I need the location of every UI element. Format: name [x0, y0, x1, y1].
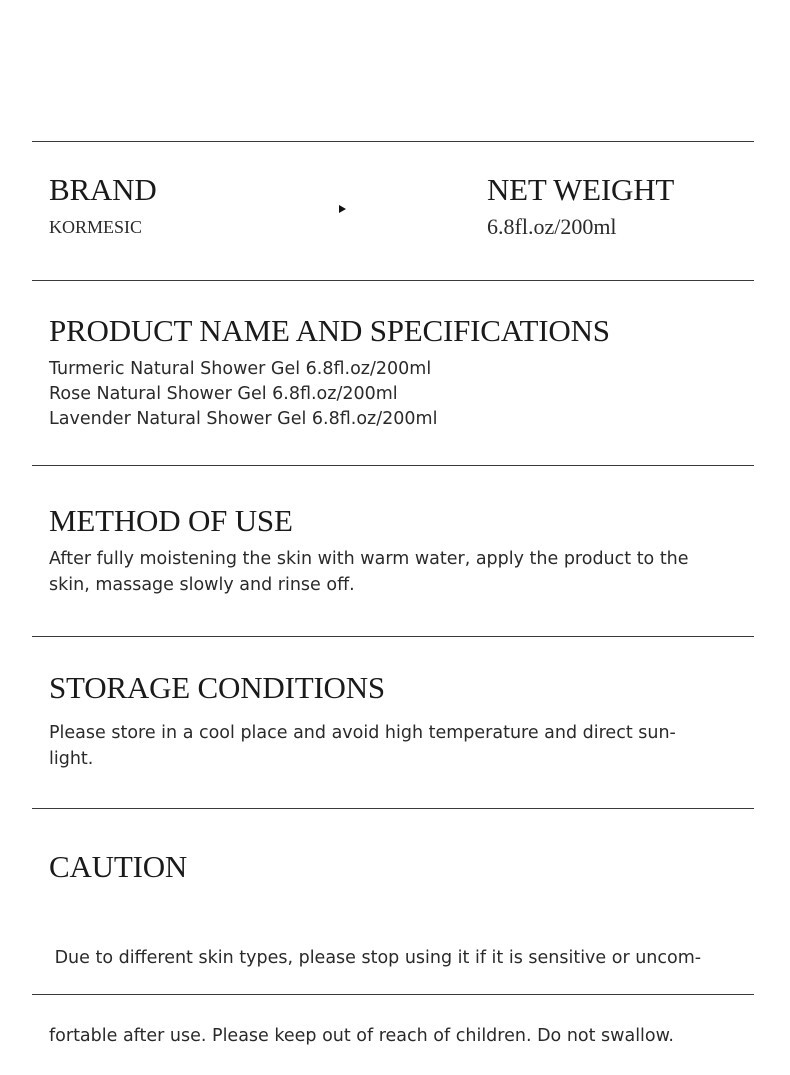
divider-bottom	[32, 994, 754, 995]
divider-brand	[32, 280, 754, 281]
caution-line-2: fortable after use. Please keep out of reach of children. Do not swallow.	[49, 1026, 674, 1046]
product-item-rose: Rose Natural Shower Gel 6.8fl.oz/200ml	[49, 384, 398, 404]
product-heading: PRODUCT NAME AND SPECIFICATIONS	[49, 313, 610, 348]
storage-text	[49, 720, 676, 772]
method-line-2: skin, massage slowly and rinse off.	[49, 575, 355, 595]
divider-method	[32, 636, 754, 637]
method-text	[49, 546, 689, 598]
storage-heading: STORAGE CONDITIONS	[49, 670, 385, 705]
storage-line-2: light.	[49, 749, 94, 769]
method-heading: METHOD OF USE	[49, 503, 293, 538]
brand-heading: BRAND	[49, 172, 157, 207]
net-weight-value: 6.8fl.oz/200ml	[487, 214, 617, 239]
divider-top	[32, 141, 754, 142]
product-list	[49, 357, 437, 432]
method-line-1: After fully moistening the skin with warm water, apply the product to the	[49, 549, 689, 569]
brand-value: KORMESIC	[49, 217, 143, 237]
caution-line-1: Due to different skin types, please stop using it if it is sensitive or uncom-	[49, 948, 702, 968]
net-weight-heading: NET WEIGHT	[487, 172, 675, 207]
caution-text	[49, 893, 701, 1075]
storage-line-1: Please store in a cool place and avoid high temperature and direct sun-	[49, 723, 676, 743]
product-item-turmeric: Turmeric Natural Shower Gel 6.8fl.oz/200ml	[49, 359, 432, 379]
play-triangle-icon	[339, 205, 346, 213]
divider-storage	[32, 808, 754, 809]
product-item-lavender: Lavender Natural Shower Gel 6.8fl.oz/200ml	[49, 409, 438, 429]
caution-heading: CAUTION	[49, 849, 188, 884]
divider-product	[32, 465, 754, 466]
